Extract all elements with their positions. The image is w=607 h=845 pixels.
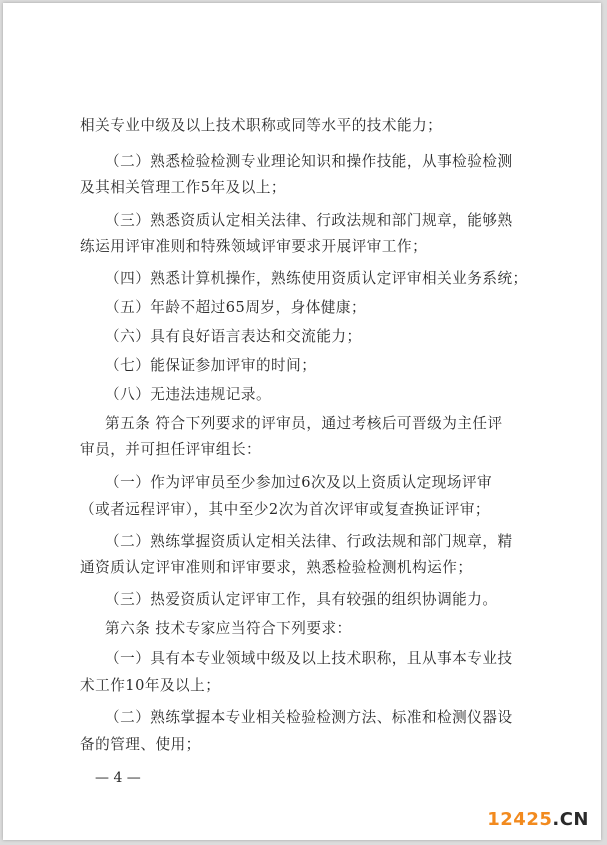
text-line: （四）熟悉计算机操作，熟练使用资质认定评审相关业务系统； <box>105 270 528 287</box>
text-line: 通资质认定评审准则和评审要求，熟悉检验检测机构运作； <box>80 559 473 576</box>
text-line: （二）熟练掌握本专业相关检验检测方法、标准和检测仪器设 <box>105 709 513 726</box>
text-line: （二）熟悉检验检测专业理论知识和操作技能，从事检验检测 <box>105 153 513 170</box>
text-line: 练运用评审准则和特殊领域评审要求开展评审工作； <box>80 238 428 255</box>
article-heading-line: 第六条 技术专家应当符合下列要求： <box>105 620 352 637</box>
text-line: 审员，并可担任评审组长： <box>80 441 262 458</box>
text-line: （或者远程评审），其中至少2次为首次评审或复查换证评审； <box>80 501 491 518</box>
watermark-logo <box>487 809 589 830</box>
text-line: 及其相关管理工作5年及以上； <box>80 179 287 196</box>
text-line: （五）年龄不超过65周岁，身体健康； <box>105 299 367 316</box>
text-line: （二）熟练掌握资质认定相关法律、行政法规和部门规章，精 <box>105 533 513 550</box>
watermark-number: 12425 <box>487 809 553 830</box>
text-line: 备的管理、使用； <box>80 736 201 753</box>
text-line: 术工作10年及以上； <box>80 677 221 694</box>
text-line: （八）无违法违规记录。 <box>105 386 272 403</box>
text-line: （七）能保证参加评审的时间； <box>105 357 317 374</box>
text-line: （六）具有良好语言表达和交流能力； <box>105 328 362 345</box>
text-line: （三）熟悉资质认定相关法律、行政法规和部门规章，能够熟 <box>105 212 513 229</box>
page-number: — 4 — <box>95 770 141 786</box>
text-line: （一）具有本专业领域中级及以上技术职称，且从事本专业技 <box>105 650 513 667</box>
article-heading-line: 第五条 符合下列要求的评审员，通过考核后可晋级为主任评 <box>105 415 503 432</box>
text-line: （一）作为评审员至少参加过6次及以上资质认定现场评审 <box>105 474 493 491</box>
text-line: 相关专业中级及以上技术职称或同等水平的技术能力； <box>80 117 443 134</box>
document-page <box>3 3 601 840</box>
text-line: （三）热爱资质认定评审工作，具有较强的组织协调能力。 <box>105 591 498 608</box>
watermark-domain: .CN <box>552 809 589 830</box>
